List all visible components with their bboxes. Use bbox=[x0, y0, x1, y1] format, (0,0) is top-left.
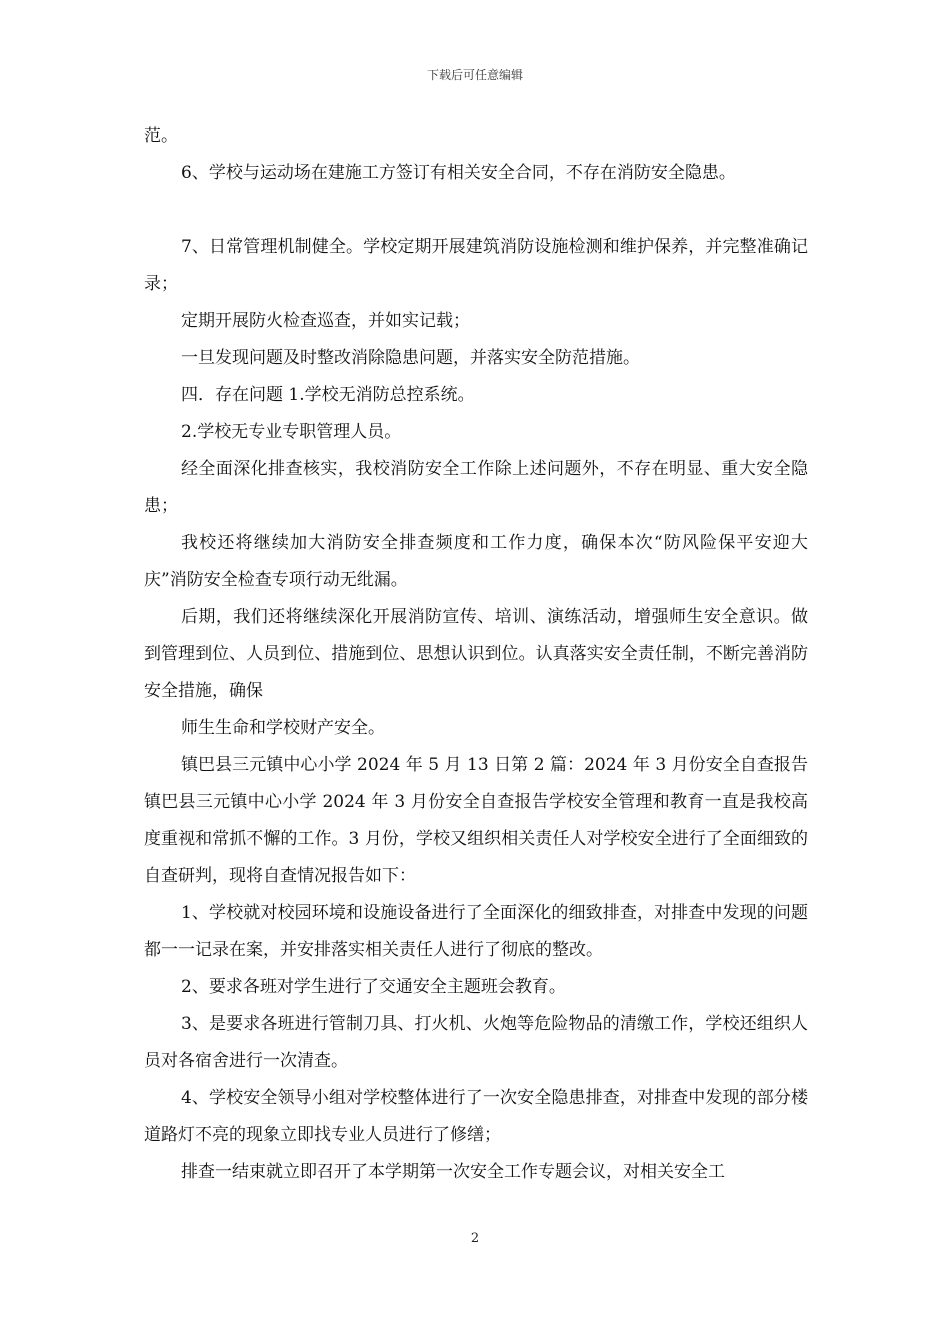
paragraph: 定期开展防火检查巡查，并如实记载； bbox=[181, 311, 470, 331]
paragraph: 4、学校安全领导小组对学校整体进行了一次安全隐患排查，对排查中发现的部分楼道路灯不亮的现象立即找专业人员进行了修缮； bbox=[144, 1088, 808, 1145]
paragraph: 1、学校就对校园环境和设施设备进行了全面深化的细致排查，对排查中发现的问题都一一记录在案，并安排落实相关责任人进行了彻底的整改。 bbox=[144, 903, 808, 960]
paragraph: 我校还将继续加大消防安全排查频度和工作力度，确保本次“防风险保平安迎大庆”消防安全检查专项行动无纰漏。 bbox=[144, 533, 808, 590]
paragraph: 师生生命和学校财产安全。 bbox=[181, 718, 385, 738]
paragraph: 6、学校与运动场在建施工方签订有相关安全合同，不存在消防安全隐患。 bbox=[181, 163, 736, 183]
paragraph: 2.学校无专业专职管理人员。 bbox=[181, 422, 402, 442]
page-header: 下载后可任意编辑 bbox=[426, 68, 523, 82]
paragraph: 四．存在问题 1.学校无消防总控系统。 bbox=[181, 385, 475, 405]
paragraph: 7、日常管理机制健全。学校定期开展建筑消防设施检测和维护保养，并完整准确记录； bbox=[144, 237, 808, 294]
page-number: 2 bbox=[470, 1231, 480, 1246]
document-body bbox=[144, 118, 808, 1191]
paragraph: 经全面深化排查核实，我校消防安全工作除上述问题外，不存在明显、重大安全隐患； bbox=[144, 459, 808, 516]
paragraph: 排查一结束就立即召开了本学期第一次安全工作专题会议，对相关安全工 bbox=[181, 1162, 725, 1182]
paragraph: 一旦发现问题及时整改消除隐患问题，并落实安全防范措施。 bbox=[181, 348, 640, 368]
paragraph: 后期，我们还将继续深化开展消防宣传、培训、演练活动，增强师生安全意识。做到管理到位、人员到位、措施到位、思想认识到位。认真落实安全责任制，不断完善消防安全措施，确保 bbox=[144, 607, 808, 701]
paragraph: 范。 bbox=[144, 126, 178, 146]
paragraph: 镇巴县三元镇中心小学 2024 年 5 月 13 日第 2 篇：2024 年 3 月份安全自查报告镇巴县三元镇中心小学 2024 年 3 月份安全自查报告学校安全管理和教育一直是我校高度重视和常抓不懈的工作。3 月份，学校又组织相关责任人对学校安全进行了全面细致的自查研判，现将自查情况报告如下： bbox=[144, 755, 808, 886]
paragraph: 2、要求各班对学生进行了交通安全主题班会教育。 bbox=[181, 977, 566, 997]
paragraph: 3、是要求各班进行管制刀具、打火机、火炮等危险物品的清缴工作，学校还组织人员对各宿舍进行一次清查。 bbox=[144, 1014, 808, 1071]
